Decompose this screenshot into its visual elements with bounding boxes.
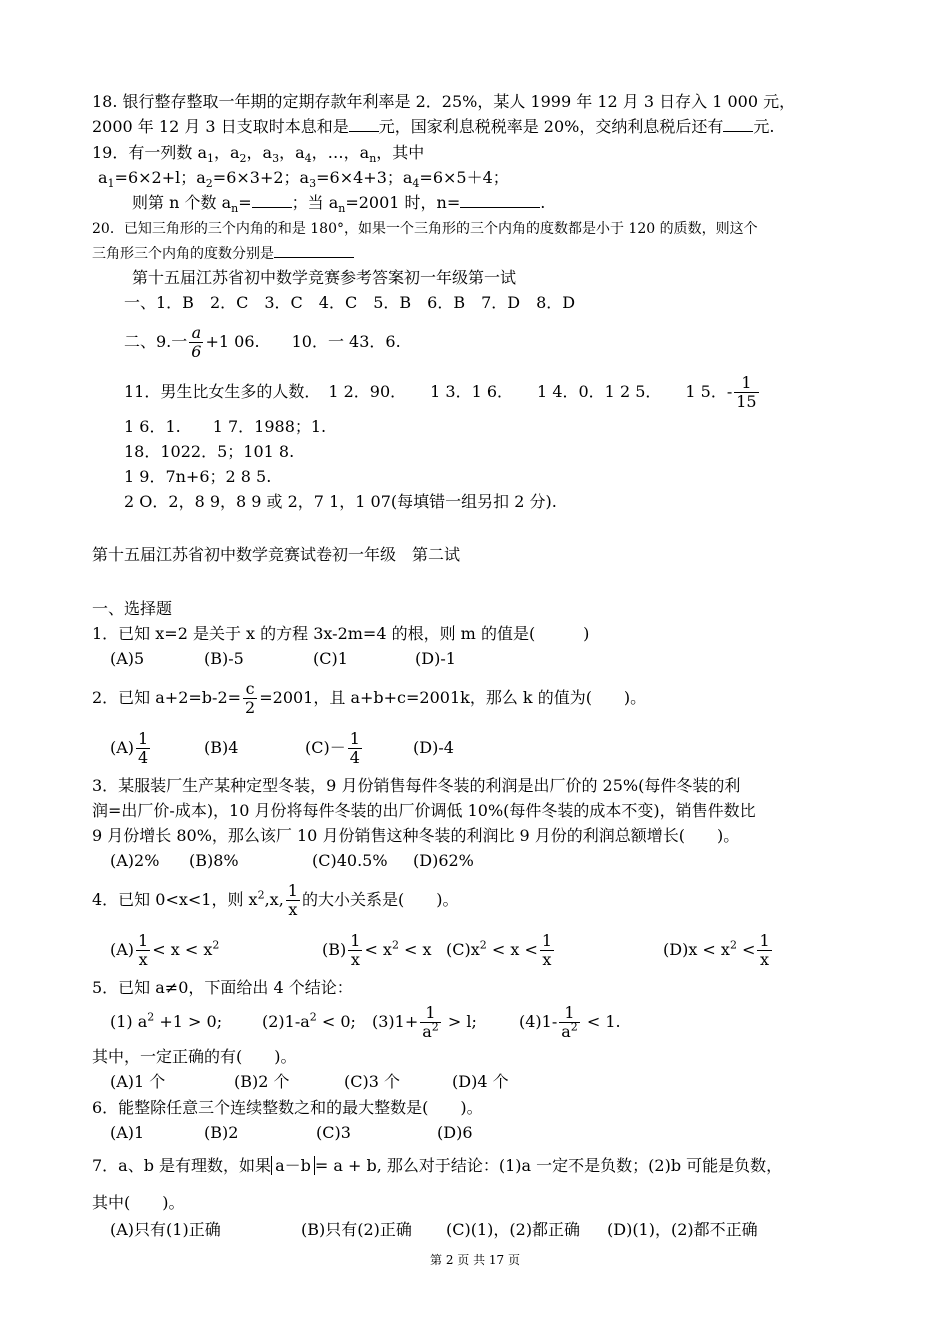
- p5-c2: (2)1-a: [262, 1012, 310, 1031]
- q18-line2: [92, 117, 774, 137]
- p4-question: [92, 882, 458, 919]
- p4-frac-a: [136, 932, 150, 969]
- p4-c-label: (C)x: [446, 940, 480, 959]
- answers-line3: [124, 374, 761, 411]
- q19-c1: 则第 n 个数 a: [132, 193, 232, 212]
- q19-line1: 19．有一列数 $a_1$，$a_2$，$a_3$，$a_4$，…，$a_n$，其中: [92, 143, 425, 166]
- p2-option-b[interactable]: (B)4: [204, 738, 239, 757]
- frac-num: 1: [138, 729, 149, 748]
- frac-den: 4: [138, 748, 149, 767]
- p2-c-label: (C)－: [305, 738, 346, 757]
- q18-line1: 18. 银行整存整取一年期的定期存款年利率是 2．25%，某人 1999 年 12 月 3 日存入 1 000 元，: [92, 92, 796, 111]
- frac-den: x: [542, 950, 552, 969]
- p5-conclusion-4: [519, 1004, 621, 1041]
- p4-option-b[interactable]: [322, 932, 432, 969]
- p4-c-text: < x <: [486, 940, 538, 959]
- p3-line1: 3．某服装厂生产某种定型冬装，9 月份销售每件冬装的利润是出厂价的 25%(每件冬装的利: [92, 776, 741, 795]
- p6-option-a[interactable]: (A)1: [110, 1123, 145, 1142]
- p3-line3: 9 月份增长 80%，那么该厂 10 月份销售这种冬装的利润比 9 月份的利润总额增长( )。: [92, 826, 740, 845]
- p6-question: 6．能整除任意三个连续整数之和的最大整数是( )。: [92, 1098, 483, 1117]
- q19-line3: 则第 n 个数 $a_n=$ ；当 $a_n=2001$ 时，n= .: [132, 193, 546, 216]
- frac-den: [420, 1020, 441, 1041]
- p4-option-d[interactable]: [663, 932, 774, 969]
- page-footer: 第 2 页 共 17 页: [430, 1253, 520, 1267]
- answers-line4: 1 6．1. 1 7．1988；1.: [124, 417, 327, 436]
- answers-frac-1-15: [734, 374, 758, 411]
- p4-option-a[interactable]: [110, 932, 219, 969]
- p1-option-c[interactable]: (C)1: [313, 649, 348, 668]
- frac-num: 1: [734, 374, 758, 393]
- frac-num: 1: [420, 1004, 441, 1023]
- p4-b-text: < x: [364, 940, 392, 959]
- p5-c4: (4)1-: [519, 1012, 558, 1031]
- q18-text-c: 元.: [753, 117, 775, 136]
- p5-conclusion-3: [372, 1004, 477, 1041]
- p2-option-c[interactable]: [305, 730, 364, 767]
- p5-c2t: < 0;: [316, 1012, 356, 1031]
- p4-a-text: < x < x: [152, 940, 213, 959]
- frac-num: 1: [541, 931, 553, 950]
- frac-num: 1: [349, 729, 360, 748]
- frac-num: 1: [559, 1004, 580, 1023]
- frac-den: 6: [191, 342, 202, 361]
- p7-option-b[interactable]: (B)只有(2)正确: [301, 1220, 412, 1239]
- p5-c3t: > l;: [442, 1012, 477, 1031]
- p4-b-label: (B): [322, 940, 347, 959]
- p4-frac-b: [348, 932, 362, 969]
- q19-text-3: ，a: [246, 143, 273, 162]
- q18-text-b: 元，国家利息税税率是 20%，交纳利息税后还有: [378, 117, 724, 136]
- q19-eq-a: a: [98, 168, 108, 187]
- q20-line1: 20．已知三角形的三个内角的和是 180°，如果一个三角形的三个内角的度数都是小于 120 的质数，则这个: [92, 221, 758, 237]
- p4-a-label: (A): [110, 940, 135, 959]
- q19-text-2: ，a: [214, 143, 240, 162]
- p5-option-b[interactable]: (B)2 个: [234, 1072, 290, 1091]
- section2-title: 第十五届江苏省初中数学竞赛试卷初一年级 第二试: [92, 545, 461, 564]
- q20-text: 三角形三个内角的度数分别是: [92, 246, 274, 262]
- frac-den: 2: [245, 698, 256, 717]
- sup-2: 2: [391, 938, 399, 952]
- p5-c3: (3)1+: [372, 1012, 419, 1031]
- frac-num: a: [189, 324, 203, 343]
- p5-conclusion-prompt: 其中，一定正确的有( )。: [92, 1047, 297, 1066]
- p7-option-c[interactable]: (C)(1)，(2)都正确: [446, 1220, 581, 1239]
- frac-den: x: [350, 950, 360, 969]
- p1-question: 1．已知 x=2 是关于 x 的方程 3x-2m=4 的根，则 m 的值是( ): [92, 624, 590, 643]
- q18-blank-2[interactable]: [723, 117, 753, 132]
- q19-c5: .: [540, 193, 546, 212]
- answers-frac-a6: [189, 324, 203, 361]
- q19-c3: ；当 a: [291, 193, 339, 212]
- p1-option-a[interactable]: (A)5: [110, 649, 145, 668]
- p3-option-c[interactable]: (C)40.5%: [312, 851, 388, 870]
- p2-frac-c2: [243, 680, 257, 717]
- p6-option-b[interactable]: (B)2: [204, 1123, 239, 1142]
- p5-question: 5．已知 a≠0，下面给出 4 个结论：: [92, 978, 353, 997]
- answers-line5: 18．1022．5；101 8.: [124, 442, 295, 461]
- q19-text-6: ，其中: [376, 143, 425, 162]
- q19-eq-3: =6×4+3；a: [316, 168, 413, 187]
- frac-den: x: [138, 950, 148, 969]
- p2-a-label: (A): [110, 738, 135, 757]
- q19-blank-1[interactable]: [252, 193, 292, 208]
- sup-2: 2: [729, 938, 737, 952]
- p5-option-c[interactable]: (C)3 个: [344, 1072, 400, 1091]
- q19-c4: =2001 时，n=: [345, 193, 461, 212]
- p4-d-text: <: [736, 940, 756, 959]
- q19-text-4: ，a: [279, 143, 305, 162]
- frac-num: c: [243, 680, 257, 699]
- p5-option-d[interactable]: (D)4 个: [452, 1072, 509, 1091]
- q19-eq-4: =6×5＋4；: [419, 168, 509, 187]
- p4-q1: 4．已知 0<x<1，则 x: [92, 890, 258, 909]
- q19-line2: $a_1=6\times 2+l$；$a_2=6\times 3+2$；$a_3=6\times 4+3$；$a_4=6\times 5+4$；: [98, 168, 509, 191]
- q19-eq-1: =6×2+l；a: [114, 168, 206, 187]
- q19-text: 19．有一列数 a: [92, 143, 207, 162]
- p3-line2: 润=出厂价-成本)，10 月份将每件冬装的出厂价调低 10%(每件冬装的成本不变)，销售件数比: [92, 801, 756, 820]
- p7-q2: = a + b, 那么对于结论：(1)a 一定不是负数；(2)b 可能是负数，: [314, 1156, 783, 1175]
- p1-option-d[interactable]: (D)-1: [415, 649, 456, 668]
- answers-line1: 一、1．B 2．C 3．C 4．C 5．B 6．B 7．D 8．D: [124, 293, 576, 312]
- frac-den-base: a: [561, 1022, 571, 1041]
- answers-line2-b: +1 06. 10．一 43．6.: [205, 332, 401, 351]
- p6-option-c[interactable]: (C)3: [316, 1123, 351, 1142]
- p5-conclusion-1: [110, 1012, 222, 1032]
- frac-den: [559, 1020, 580, 1041]
- frac-num: 1: [287, 881, 298, 900]
- p5-frac-4: [559, 1004, 580, 1041]
- q19-c2: =: [238, 193, 252, 212]
- sup-2: 2: [431, 1020, 439, 1034]
- q20-line2: [92, 243, 354, 264]
- q19-text-5: ，…，a: [311, 143, 370, 162]
- q18-blank-1[interactable]: [349, 117, 379, 132]
- q19-eq-2: =6×3+2；a: [212, 168, 310, 187]
- sup-2: 2: [570, 1020, 578, 1034]
- p4-frac-d: [757, 932, 771, 969]
- answers-line6: 1 9．7n+6；2 8 5.: [124, 467, 272, 486]
- p4-b-text2: < x: [398, 940, 432, 959]
- q18-text-a: 2000 年 12 月 3 日支取时本息和是: [92, 117, 349, 136]
- p3-option-b[interactable]: (B)8%: [189, 851, 239, 870]
- p7-line1: [92, 1156, 782, 1176]
- part1-title: 一、选择题: [92, 599, 173, 618]
- p6-option-d[interactable]: (D)6: [437, 1123, 473, 1142]
- p2-frac-c: [348, 730, 362, 767]
- p5-frac-3: [420, 1004, 441, 1041]
- p4-q3: 的大小关系是( )。: [301, 890, 459, 909]
- p3-option-d[interactable]: (D)62%: [413, 851, 474, 870]
- answers-line7: 2 O．2，8 9，8 9 或 2，7 1，1 07(每填错一组另扣 2 分).: [124, 492, 557, 511]
- p2-option-a[interactable]: [110, 730, 152, 767]
- answers-title: 第十五届江苏省初中数学竞赛参考答案初一年级第一试: [132, 268, 517, 287]
- frac-den: 4: [349, 748, 360, 767]
- sup-2: 2: [479, 938, 487, 952]
- p5-c1t: +1 > 0;: [154, 1012, 223, 1031]
- sup-2: 2: [147, 1010, 155, 1024]
- p1-option-b[interactable]: (B)-5: [204, 649, 244, 668]
- frac-num: 1: [759, 931, 770, 950]
- q20-blank[interactable]: [274, 243, 354, 258]
- answers-line2: [124, 324, 401, 361]
- answers-line3-a: 11．男生比女生多的人数． 1 2．90． 1 3．1 6． 1 4．0．1 2 5． 1 5．-: [124, 382, 733, 401]
- p5-c1: (1) a: [110, 1012, 148, 1031]
- p4-option-c[interactable]: [446, 932, 556, 969]
- p7-abs-value: a－b: [271, 1156, 315, 1175]
- p2-frac-a: [136, 730, 150, 767]
- sup-2: 2: [212, 938, 220, 952]
- p3-option-a[interactable]: (A)2%: [110, 851, 160, 870]
- p7-q1: 7．a、b 是有理数，如果: [92, 1156, 272, 1175]
- frac-num: 1: [350, 931, 361, 950]
- p2-q1: 2．已知 a+2=b-2=: [92, 688, 242, 707]
- p4-frac-c: [540, 932, 554, 969]
- frac-den: 15: [736, 392, 757, 411]
- sup-2: 2: [257, 888, 265, 902]
- p5-option-a[interactable]: (A)1 个: [110, 1072, 166, 1091]
- answers-line2-a: 二、9.一: [124, 332, 188, 351]
- p4-q2: ,x,: [264, 890, 284, 909]
- frac-den: x: [760, 950, 770, 969]
- frac-den: x: [288, 900, 298, 919]
- p2-question: [92, 680, 646, 717]
- p2-q2: =2001，且 a+b+c=2001k，那么 k 的值为( )。: [259, 688, 647, 707]
- p7-option-a[interactable]: (A)只有(1)正确: [110, 1220, 221, 1239]
- p5-conclusion-2: [262, 1012, 356, 1032]
- frac-num: 1: [138, 931, 149, 950]
- p7-line2: 其中( )。: [92, 1193, 185, 1212]
- p2-option-d[interactable]: (D)-4: [413, 738, 454, 757]
- p5-c4t: < 1.: [581, 1012, 621, 1031]
- p4-frac: [286, 882, 300, 919]
- p4-d-label: (D)x < x: [663, 940, 730, 959]
- sup-2: 2: [309, 1010, 317, 1024]
- frac-den-base: a: [422, 1022, 432, 1041]
- q19-blank-2[interactable]: [460, 193, 540, 208]
- p7-option-d[interactable]: (D)(1)，(2)都不正确: [607, 1220, 758, 1239]
